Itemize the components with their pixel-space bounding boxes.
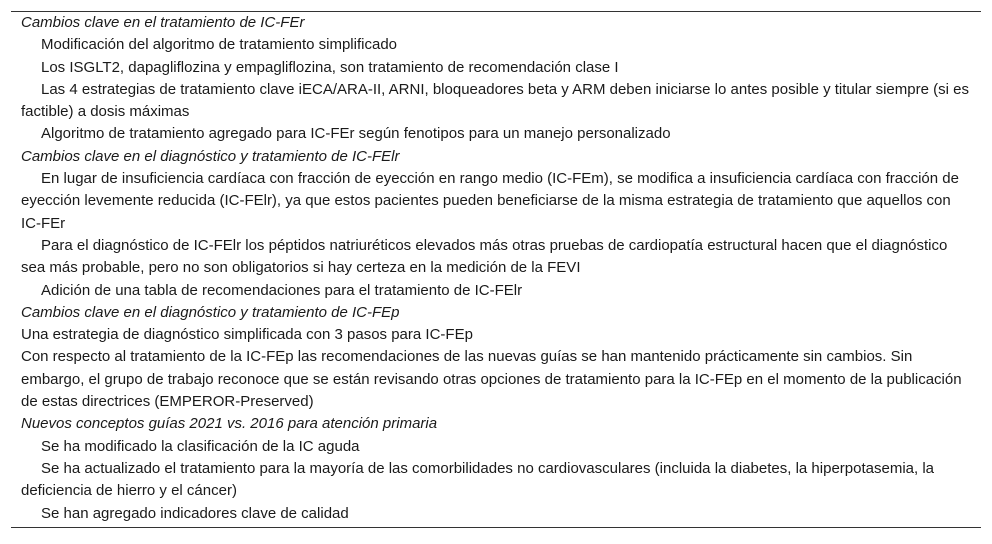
- list-item: Con respecto al tratamiento de la IC-FEp las recomendaciones de las nuevas guías se han mantenido prácticamente sin cambios. Sin embargo, el grupo de trabajo reconoce que se están revisando otras opciones de tratamiento para la IC-FEp en el momento de la publicación de estas directrices (EMPEROR-Preserved): [21, 348, 962, 411]
- list-item: Se ha actualizado el tratamiento para la mayoría de las comorbilidades no cardiovasculares (incluida la diabetes, la hiperpotasemia, la deficiencia de hierro y el cáncer): [21, 459, 934, 500]
- guidelines-table: [11, 11, 981, 528]
- list-item: Las 4 estrategias de tratamiento clave iECA/ARA-II, ARNI, bloqueadores beta y ARM deben iniciarse lo antes posible y titular siempre (si es factible) a dosis máximas: [21, 80, 969, 121]
- list-item: Adición de una tabla de recomendaciones para el tratamiento de IC-FElr: [41, 281, 523, 299]
- section-heading: Cambios clave en el diagnóstico y tratamiento de IC-FElr: [21, 147, 400, 165]
- list-item: Se ha modificado la clasificación de la IC aguda: [41, 437, 360, 455]
- list-item: Los ISGLT2, dapagliflozina y empagliflozina, son tratamiento de recomendación clase I: [41, 58, 619, 76]
- list-item: Para el diagnóstico de IC-FElr los péptidos natriuréticos elevados más otras pruebas de cardiopatía estructural hacen que el diagnóstico sea más probable, pero no son obligatorios si hay certeza en la medición de la FEVI: [21, 236, 948, 277]
- list-item: Modificación del algoritmo de tratamiento simplificado: [41, 36, 398, 54]
- section-heading: Nuevos conceptos guías 2021 vs. 2016 para atención primaria: [21, 415, 438, 433]
- list-item: Una estrategia de diagnóstico simplificada con 3 pasos para IC-FEp: [21, 326, 473, 344]
- list-item: Se han agregado indicadores clave de calidad: [41, 504, 349, 522]
- section-heading: Cambios clave en el tratamiento de IC-FEr: [21, 14, 305, 31]
- list-item: Algoritmo de tratamiento agregado para IC-FEr según fenotipos para un manejo personalizado: [41, 125, 671, 143]
- section-heading: Cambios clave en el diagnóstico y tratamiento de IC-FEp: [21, 303, 400, 321]
- list-item: En lugar de insuficiencia cardíaca con fracción de eyección en rango medio (IC-FEm), se modifica a insuficiencia cardíaca con fracción de eyección levemente reducida (IC-FElr), ya que estos pacientes pueden beneficiarse de la misma estrategia de tratamiento que aquellos con IC-FEr: [21, 170, 959, 232]
